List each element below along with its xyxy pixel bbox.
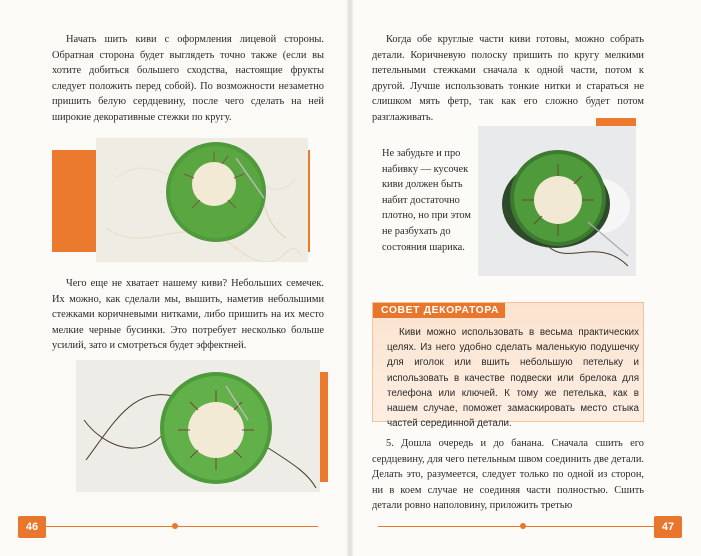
kiwi-assembled-photo (478, 126, 636, 276)
stuffing-callout: Не забудьте и про набивку — кусочек киви должен быть набит достаточно плотно, но при этом не разбухать до состояния шарика. (382, 148, 471, 253)
page-gutter (346, 0, 354, 556)
left-page-number: 46 (18, 516, 46, 538)
left-footer-dot (172, 523, 178, 529)
right-page-number: 47 (654, 516, 682, 538)
tip-text: Киви можно использовать в весьма практических целях. Из него удобно сделать маленькую подушечку для иголок или вшить небольшую петельку и использовать в качестве подвески или брелока для телефона или ключей. К тому же петелька, как в нашем случае, поможет замаскировать место стыка частей серединной детали. (387, 327, 639, 430)
tip-title: СОВЕТ ДЕКОРАТОРА (373, 303, 505, 318)
left-footer-line (18, 526, 318, 527)
right-footer-dot (520, 523, 526, 529)
left-paragraph-1: Начать шить киви с оформления лицевой стороны. Обратная сторона будет выглядеть точно также (если вы хотите добиться большего сходства, настоящие фрукты следует положить перед собой). По возможности незаметно пришить белую сердцевину, после чего сделать на ней широкие декоративные стежки по кругу. (52, 34, 324, 123)
right-paragraph-1: Когда обе круглые части киви готовы, можно собрать детали. Коричневую полоску пришить по кругу мелкими петельными стежками сначала к одной части, потом к другой. Лучше использовать тонкие нитки и стараться не слишком мять фетр, так как его сложно будет потом разглаживать. (372, 34, 644, 123)
kiwi-seeds-photo (76, 360, 320, 492)
left-paragraph-2: Чего еще не хватает нашему киви? Небольших семечек. Их можно, как сделали мы, вышить, наметив небольшими стежками коричневыми нитками, либо пришить на их место мелкие черные бусинки. Это потребует несколько больше усилий, зато и смотреться будет эффектней. (52, 278, 324, 352)
decorator-tip-box (372, 302, 644, 430)
kiwi-front-stitching-photo (96, 138, 308, 262)
right-paragraph-2: 5. Дошла очередь и до банана. Сначала сшить его сердцевину, для чего петельным швом соединить две детали. Делать это, разумеется, следует только по одной из сторон, ни в коем случае не соединяя части полностью. Сшить детали ровно наполовину, приложить третью (372, 438, 644, 512)
